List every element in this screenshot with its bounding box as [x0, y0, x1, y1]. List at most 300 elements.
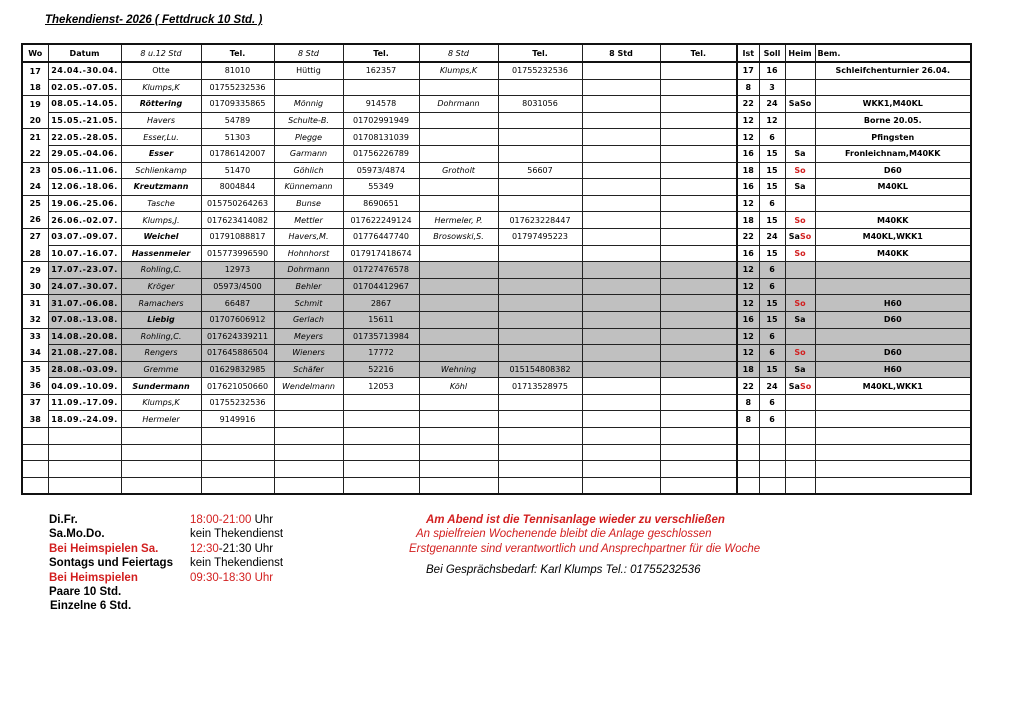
empty-cell [498, 428, 582, 445]
schedule-time-text: kein Thekendienst [190, 557, 284, 570]
home-match-days [785, 79, 815, 96]
tel-4 [660, 212, 737, 229]
schedule-time [190, 571, 283, 585]
week-number: 33 [22, 328, 48, 345]
hours-actual: 12 [737, 345, 759, 362]
empty-cell [343, 461, 419, 478]
home-match-days [785, 195, 815, 212]
tel-3 [498, 112, 582, 129]
name-4 [582, 62, 660, 79]
name-primary: Esser [121, 145, 201, 162]
empty-cell [22, 428, 48, 445]
tel-2: 2867 [343, 295, 419, 312]
empty-cell [22, 477, 48, 494]
table-row [22, 295, 971, 312]
table-row [22, 112, 971, 129]
name-2: Hohnhorst [274, 245, 343, 262]
tel-4 [660, 245, 737, 262]
hours-actual: 12 [737, 129, 759, 146]
tel-3: 017623228447 [498, 212, 582, 229]
name-2: Schäfer [274, 361, 343, 378]
name-3 [419, 112, 498, 129]
note-contact: Bei Gesprächsbedarf: Karl Klumps Tel.: 01755232536 [426, 564, 701, 577]
name-2: Havers,M. [274, 228, 343, 245]
header-ist: Ist [737, 44, 759, 62]
name-4 [582, 195, 660, 212]
tel-3: 56607 [498, 162, 582, 179]
empty-cell [582, 428, 660, 445]
empty-cell [759, 428, 785, 445]
empty-cell [201, 444, 274, 461]
remark: Schleifchenturnier 26.04. [815, 62, 971, 79]
home-day-sat: Sa [794, 149, 806, 159]
tel-4 [660, 195, 737, 212]
remark: WKK1,M40KL [815, 96, 971, 113]
hours-target: 15 [759, 361, 785, 378]
tel-3 [498, 278, 582, 295]
header-tel-4: Tel. [660, 44, 737, 62]
remark [815, 394, 971, 411]
date-range: 03.07.-09.07. [48, 228, 121, 245]
header-name-3: 8 Std [419, 44, 498, 62]
name-2: Garmann [274, 145, 343, 162]
tel-3: 01755232536 [498, 62, 582, 79]
date-range: 17.07.-23.07. [48, 262, 121, 279]
schedule-time-highlight: 12:30 [190, 542, 219, 555]
name-2: Behler [274, 278, 343, 295]
date-range: 02.05.-07.05. [48, 79, 121, 96]
name-primary: Weichel [121, 228, 201, 245]
tel-primary: 017623414082 [201, 212, 274, 229]
hours-actual: 16 [737, 245, 759, 262]
tel-primary: 81010 [201, 62, 274, 79]
name-4 [582, 328, 660, 345]
name-primary: Sundermann [121, 378, 201, 395]
tel-2: 017622249124 [343, 212, 419, 229]
hours-actual: 8 [737, 411, 759, 428]
date-range: 24.04.-30.04. [48, 62, 121, 79]
schedule-label: Paare 10 Std. [49, 586, 122, 599]
tel-4 [660, 394, 737, 411]
empty-cell [737, 461, 759, 478]
hours-actual: 18 [737, 212, 759, 229]
name-4 [582, 96, 660, 113]
empty-cell [274, 477, 343, 494]
table-row [22, 394, 971, 411]
empty-cell [498, 461, 582, 478]
tel-primary: 01629832985 [201, 361, 274, 378]
home-match-days [785, 278, 815, 295]
tel-3 [498, 129, 582, 146]
tel-4 [660, 145, 737, 162]
header-wo: Wo [22, 44, 48, 62]
name-2 [274, 394, 343, 411]
tel-3 [498, 195, 582, 212]
schedule-time [190, 585, 283, 599]
date-range: 24.07.-30.07. [48, 278, 121, 295]
name-3: Brosowski,S. [419, 228, 498, 245]
hours-actual: 8 [737, 79, 759, 96]
tel-2 [343, 394, 419, 411]
name-primary: Klumps,K [121, 394, 201, 411]
tel-primary: 66487 [201, 295, 274, 312]
home-match-days [785, 228, 815, 245]
name-3 [419, 295, 498, 312]
week-number: 30 [22, 278, 48, 295]
hours-actual: 12 [737, 262, 759, 279]
empty-cell [759, 444, 785, 461]
empty-cell [419, 477, 498, 494]
name-2: Meyers [274, 328, 343, 345]
hours-actual: 12 [737, 112, 759, 129]
empty-cell [498, 477, 582, 494]
tel-primary: 01791088817 [201, 228, 274, 245]
home-match-days [785, 212, 815, 229]
tel-2: 914578 [343, 96, 419, 113]
tel-4 [660, 79, 737, 96]
name-primary: Hermeler [121, 411, 201, 428]
empty-cell [419, 428, 498, 445]
empty-cell [419, 461, 498, 478]
tel-3 [498, 311, 582, 328]
tel-2: 01756226789 [343, 145, 419, 162]
date-range: 14.08.-20.08. [48, 328, 121, 345]
schedule-label: Bei Heimspielen Sa. [49, 542, 159, 555]
tel-primary: 01709335865 [201, 96, 274, 113]
note-responsible: Erstgenannte sind verantwortlich und Ansprechpartner für die Woche [409, 542, 761, 555]
date-range: 04.09.-10.09. [48, 378, 121, 395]
name-4 [582, 162, 660, 179]
tel-3: 01797495223 [498, 228, 582, 245]
schedule-label: Einzelne 6 Std. [50, 600, 132, 613]
empty-cell [201, 477, 274, 494]
name-4 [582, 245, 660, 262]
tel-3 [498, 245, 582, 262]
table-row [22, 278, 971, 295]
hours-target: 15 [759, 179, 785, 196]
tel-3 [498, 262, 582, 279]
name-2 [274, 411, 343, 428]
tel-2: 162357 [343, 62, 419, 79]
week-number: 34 [22, 345, 48, 362]
empty-cell [22, 444, 48, 461]
home-match-days [785, 378, 815, 395]
home-day-sat: Sa [794, 364, 806, 374]
hours-actual: 22 [737, 228, 759, 245]
hours-target: 24 [759, 228, 785, 245]
name-3: Grotholt [419, 162, 498, 179]
header-datum: Datum [48, 44, 121, 62]
tel-2: 01702991949 [343, 112, 419, 129]
empty-cell [815, 477, 971, 494]
name-4 [582, 278, 660, 295]
table-row [22, 62, 971, 79]
tel-primary: 9149916 [201, 411, 274, 428]
date-range: 31.07.-06.08. [48, 295, 121, 312]
name-4 [582, 228, 660, 245]
name-2: Schmit [274, 295, 343, 312]
hours-target: 6 [759, 195, 785, 212]
empty-cell [660, 461, 737, 478]
name-3 [419, 278, 498, 295]
table-row [22, 96, 971, 113]
name-3: Wehning [419, 361, 498, 378]
name-4 [582, 79, 660, 96]
week-number: 38 [22, 411, 48, 428]
name-3 [419, 328, 498, 345]
home-day-sun: So [794, 165, 806, 175]
name-3 [419, 345, 498, 362]
empty-cell [274, 461, 343, 478]
empty-cell [582, 444, 660, 461]
home-match-days [785, 129, 815, 146]
remark: D60 [815, 345, 971, 362]
home-match-days [785, 262, 815, 279]
tel-primary: 8004844 [201, 179, 274, 196]
name-primary: Ramachers [121, 295, 201, 312]
home-day-sun: So [794, 298, 806, 308]
home-match-days [785, 311, 815, 328]
schedule-labels [49, 513, 173, 614]
home-day-sat: Sa [794, 182, 806, 192]
remark: M40KK [815, 245, 971, 262]
name-2 [274, 79, 343, 96]
table-row [22, 328, 971, 345]
home-match-days [785, 328, 815, 345]
name-2: Schulte-B. [274, 112, 343, 129]
schedule-label: Bei Heimspielen [49, 571, 138, 584]
empty-cell [274, 444, 343, 461]
remark: Borne 20.05. [815, 112, 971, 129]
empty-cell [759, 477, 785, 494]
remark [815, 262, 971, 279]
date-range: 08.05.-14.05. [48, 96, 121, 113]
remark [815, 195, 971, 212]
remark: Fronleichnam,M40KK [815, 145, 971, 162]
date-range: 26.06.-02.07. [48, 212, 121, 229]
empty-cell [785, 444, 815, 461]
hours-target: 6 [759, 411, 785, 428]
tel-3 [498, 411, 582, 428]
hours-actual: 12 [737, 278, 759, 295]
remark: M40KL,WKK1 [815, 228, 971, 245]
tel-3 [498, 295, 582, 312]
empty-cell [22, 461, 48, 478]
tel-3: 015154808382 [498, 361, 582, 378]
home-match-days [785, 145, 815, 162]
header-tel-2: Tel. [343, 44, 419, 62]
tel-primary: 51470 [201, 162, 274, 179]
week-number: 23 [22, 162, 48, 179]
tel-2: 55349 [343, 179, 419, 196]
date-range: 10.07.-16.07. [48, 245, 121, 262]
header-soll: Soll [759, 44, 785, 62]
home-day-sun: So [794, 248, 806, 258]
hours-target: 6 [759, 328, 785, 345]
empty-cell [48, 444, 121, 461]
week-number: 21 [22, 129, 48, 146]
tel-4 [660, 162, 737, 179]
home-match-days [785, 179, 815, 196]
empty-row [22, 461, 971, 478]
name-primary: Klumps,J. [121, 212, 201, 229]
hours-target: 3 [759, 79, 785, 96]
home-match-days [785, 361, 815, 378]
header-bem: Bem. [815, 44, 971, 62]
table-row [22, 195, 971, 212]
tel-4 [660, 278, 737, 295]
name-3 [419, 411, 498, 428]
empty-cell [201, 428, 274, 445]
date-range: 12.06.-18.06. [48, 179, 121, 196]
hours-actual: 16 [737, 145, 759, 162]
week-number: 29 [22, 262, 48, 279]
name-3: Dohrmann [419, 96, 498, 113]
name-3 [419, 145, 498, 162]
empty-row [22, 428, 971, 445]
week-number: 31 [22, 295, 48, 312]
hours-actual: 12 [737, 295, 759, 312]
week-number: 36 [22, 378, 48, 395]
name-primary: Kröger [121, 278, 201, 295]
schedule-time-highlight: 18:00-21:00 [190, 514, 252, 526]
schedule-time [190, 556, 283, 570]
name-4 [582, 179, 660, 196]
empty-cell [815, 444, 971, 461]
hours-actual: 22 [737, 378, 759, 395]
tel-2: 01735713984 [343, 328, 419, 345]
table-row [22, 361, 971, 378]
hours-target: 15 [759, 162, 785, 179]
home-match-days [785, 394, 815, 411]
tel-4 [660, 179, 737, 196]
empty-cell [343, 477, 419, 494]
name-2: Wendelmann [274, 378, 343, 395]
remark [815, 328, 971, 345]
tel-3: 8031056 [498, 96, 582, 113]
tel-4 [660, 378, 737, 395]
header-tel-3: Tel. [498, 44, 582, 62]
name-4 [582, 345, 660, 362]
table-row [22, 79, 971, 96]
table-row [22, 345, 971, 362]
hours-target: 6 [759, 129, 785, 146]
hours-target: 6 [759, 262, 785, 279]
table-row [22, 411, 971, 428]
tel-2: 15611 [343, 311, 419, 328]
empty-cell [660, 477, 737, 494]
hours-target: 15 [759, 145, 785, 162]
name-4 [582, 212, 660, 229]
home-day-sat: Sa [794, 315, 806, 325]
tel-2: 05973/4874 [343, 162, 419, 179]
hours-actual: 18 [737, 361, 759, 378]
name-4 [582, 295, 660, 312]
hours-actual: 12 [737, 328, 759, 345]
name-primary: Kreutzmann [121, 179, 201, 196]
schedule-times [190, 513, 283, 614]
empty-cell [582, 461, 660, 478]
home-match-days [785, 345, 815, 362]
name-4 [582, 378, 660, 395]
name-3 [419, 245, 498, 262]
date-range: 28.08.-03.09. [48, 361, 121, 378]
week-number: 17 [22, 62, 48, 79]
remark: D60 [815, 162, 971, 179]
hours-target: 12 [759, 112, 785, 129]
remark: M40KL,WKK1 [815, 378, 971, 395]
home-match-days [785, 411, 815, 428]
duty-table [21, 43, 972, 495]
remark: Pfingsten [815, 129, 971, 146]
name-4 [582, 311, 660, 328]
name-primary: Röttering [121, 96, 201, 113]
empty-cell [201, 461, 274, 478]
remark: H60 [815, 361, 971, 378]
empty-cell [48, 428, 121, 445]
home-match-days [785, 245, 815, 262]
empty-cell [737, 428, 759, 445]
name-3: Köhl [419, 378, 498, 395]
tel-primary: 01755232536 [201, 394, 274, 411]
name-primary: Tasche [121, 195, 201, 212]
notes [400, 513, 760, 578]
name-primary: Rohling,C. [121, 328, 201, 345]
tel-4 [660, 129, 737, 146]
empty-cell [759, 461, 785, 478]
week-number: 37 [22, 394, 48, 411]
date-range: 19.06.-25.06. [48, 195, 121, 212]
header-name-2: 8 Std [274, 44, 343, 62]
empty-cell [48, 461, 121, 478]
name-primary: Rohling,C. [121, 262, 201, 279]
empty-cell [815, 461, 971, 478]
hours-actual: 8 [737, 394, 759, 411]
table-row [22, 129, 971, 146]
hours-actual: 17 [737, 62, 759, 79]
empty-cell [498, 444, 582, 461]
tel-4 [660, 112, 737, 129]
schedule-label: Sontags und Feiertags [49, 557, 173, 570]
name-2: Plegge [274, 129, 343, 146]
tel-4 [660, 345, 737, 362]
tel-2: 8690651 [343, 195, 419, 212]
name-3 [419, 79, 498, 96]
hours-target: 15 [759, 245, 785, 262]
tel-4 [660, 62, 737, 79]
tel-2: 52216 [343, 361, 419, 378]
date-range: 05.06.-11.06. [48, 162, 121, 179]
hours-target: 6 [759, 345, 785, 362]
empty-cell [121, 428, 201, 445]
empty-cell [419, 444, 498, 461]
table-row [22, 145, 971, 162]
tel-4 [660, 228, 737, 245]
tel-3 [498, 394, 582, 411]
page-title: Thekendienst- 2026 ( Fettdruck 10 Std. ) [45, 14, 263, 26]
week-number: 27 [22, 228, 48, 245]
name-primary: Gremme [121, 361, 201, 378]
name-4 [582, 262, 660, 279]
date-range: 18.09.-24.09. [48, 411, 121, 428]
tel-primary: 01786142007 [201, 145, 274, 162]
empty-row [22, 444, 971, 461]
table-row [22, 378, 971, 395]
tel-4 [660, 295, 737, 312]
home-match-days [785, 295, 815, 312]
date-range: 21.08.-27.08. [48, 345, 121, 362]
name-3 [419, 262, 498, 279]
